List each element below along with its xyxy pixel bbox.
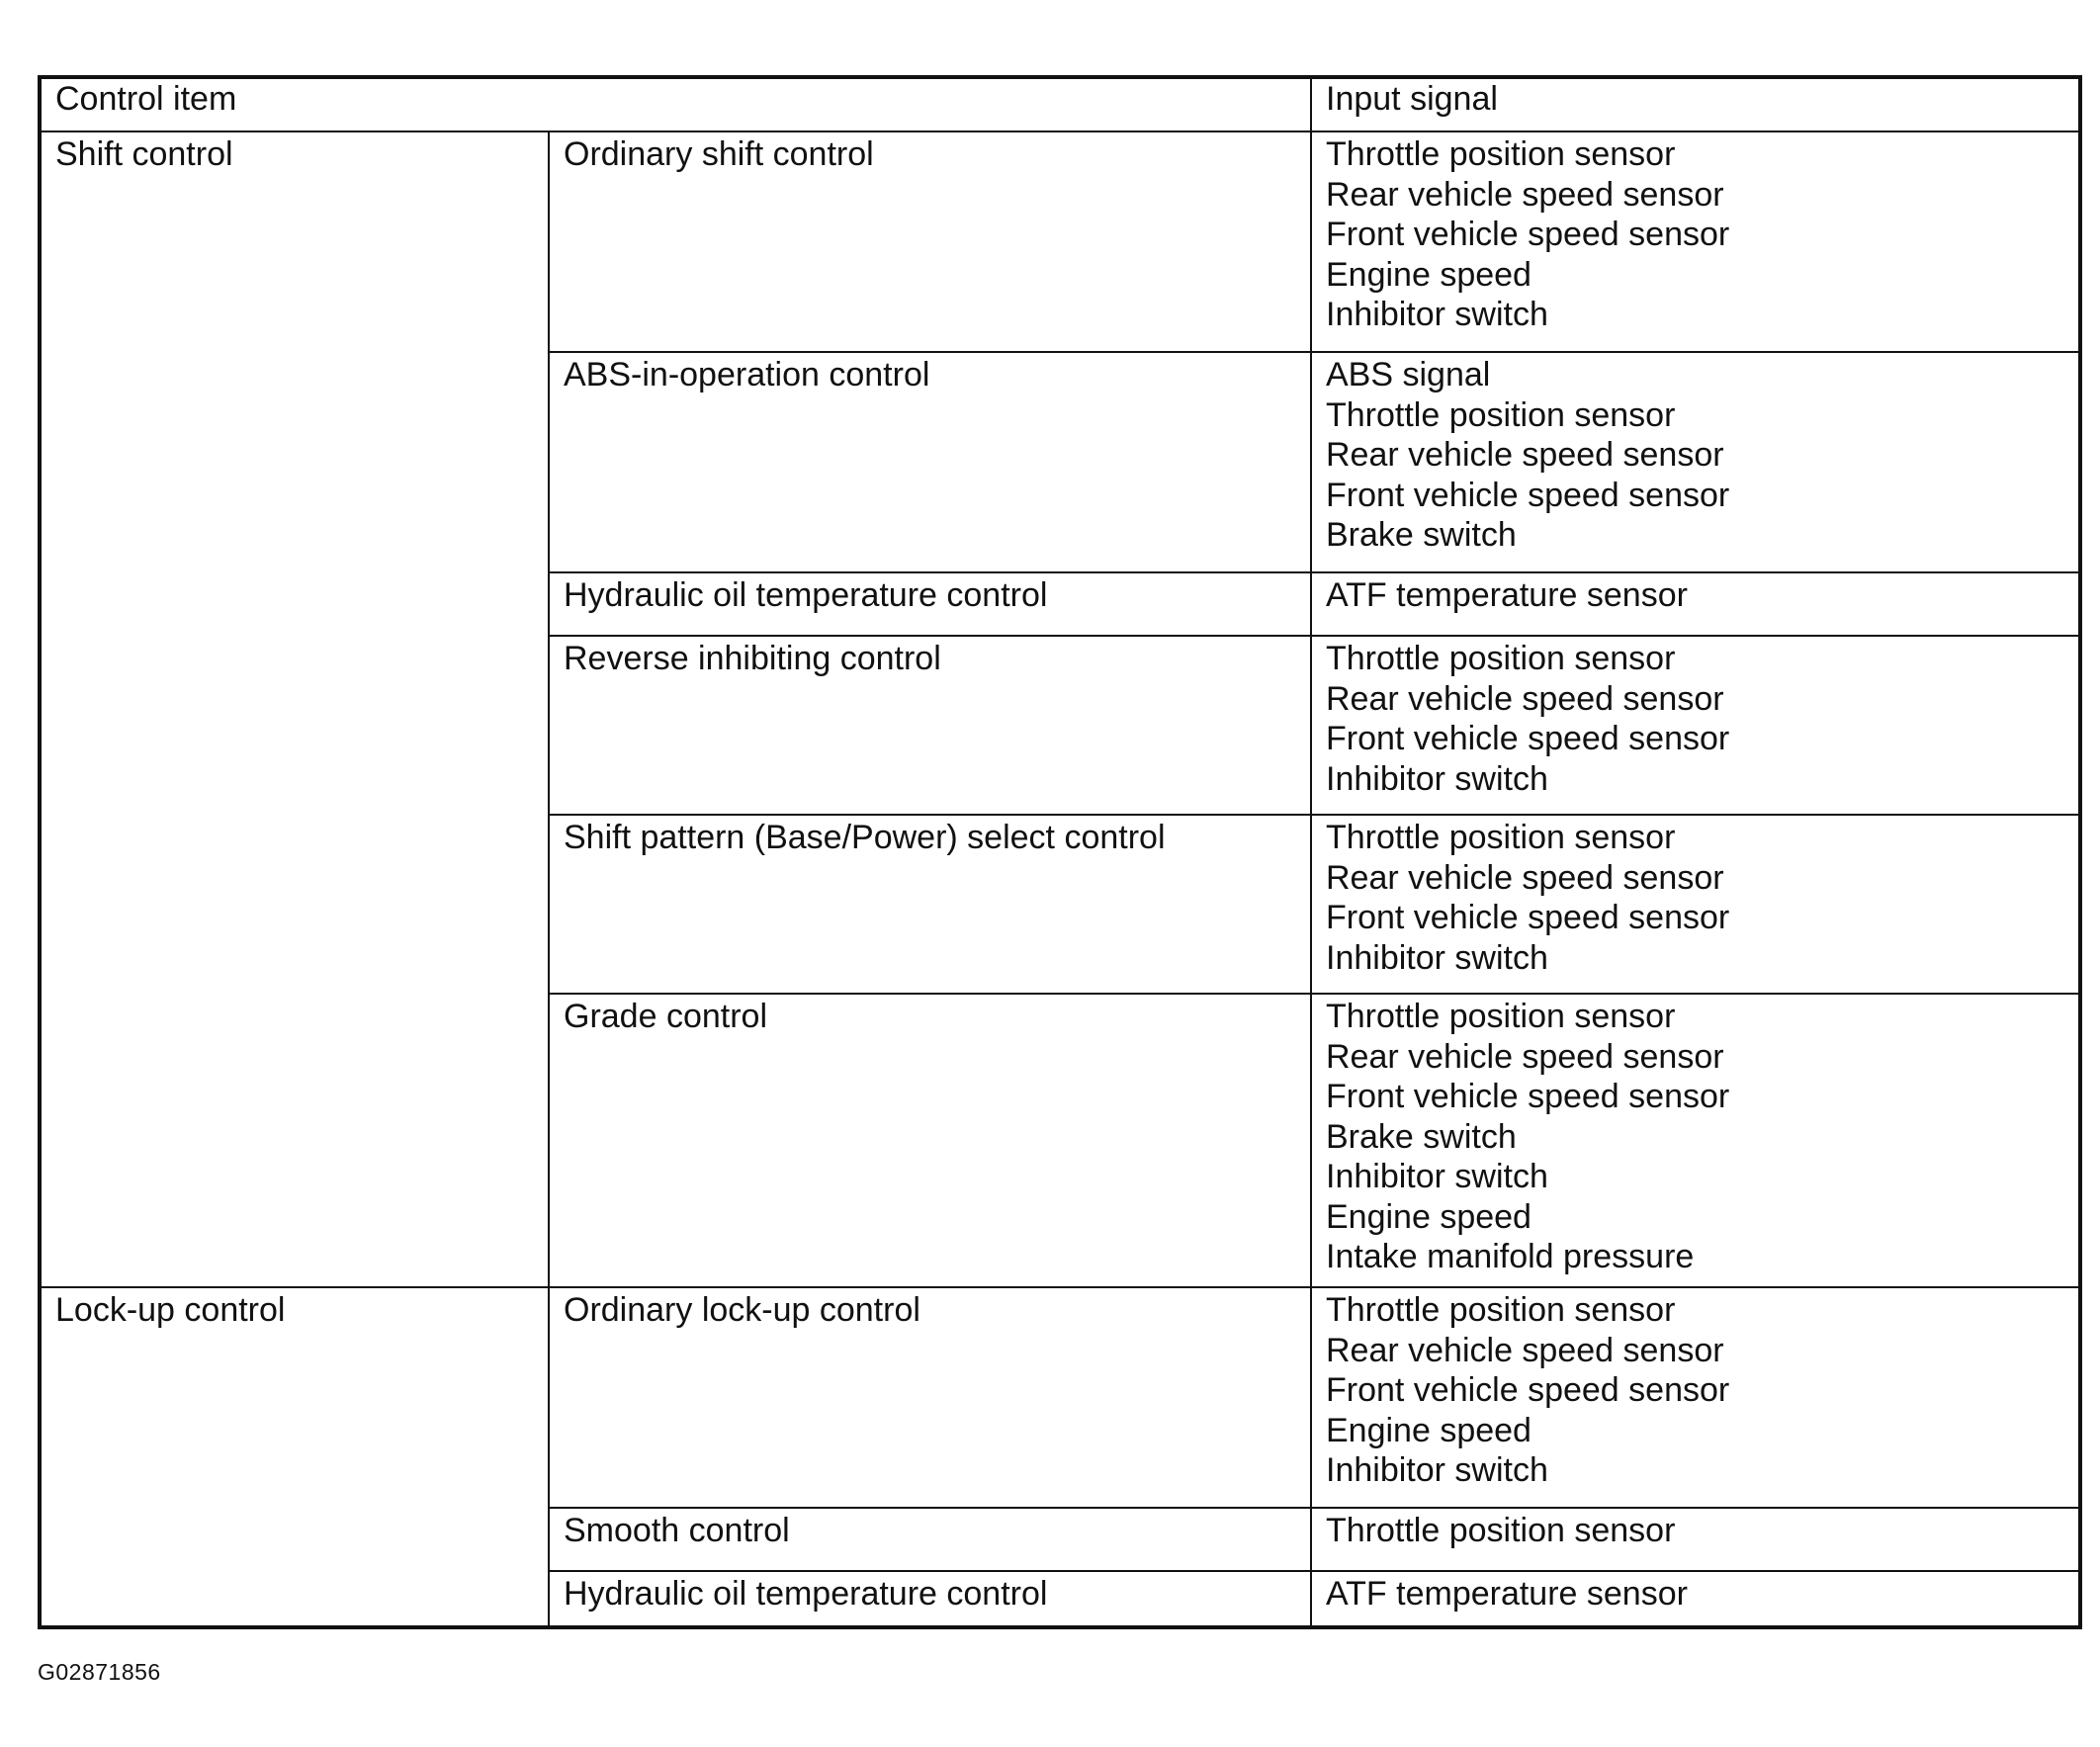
input-signal-line: Engine speed [1326, 1411, 1531, 1449]
input-signal-cell [1311, 131, 2080, 352]
input-signal-line: ATF temperature sensor [1326, 1575, 1688, 1613]
header-input-signal: Input signal [1311, 77, 2080, 131]
input-signal-line: Front vehicle speed sensor [1326, 1078, 1730, 1115]
input-signal-line: Front vehicle speed sensor [1326, 720, 1730, 757]
input-signal-line: Inhibitor switch [1326, 1451, 1548, 1489]
input-signal-line: Rear vehicle speed sensor [1326, 436, 1724, 474]
control-group-cell: Lock-up control [40, 1287, 549, 1627]
input-signal-line: Front vehicle speed sensor [1326, 216, 1730, 253]
table-row [40, 131, 2080, 352]
header-control-item: Control item [40, 77, 1311, 131]
control-item-cell: Ordinary lock-up control [549, 1287, 1311, 1508]
input-signal-line: ATF temperature sensor [1326, 576, 1688, 614]
input-signal-line: Rear vehicle speed sensor [1326, 679, 1724, 718]
input-signal-line: Throttle position sensor [1326, 998, 1676, 1035]
control-item-cell: Hydraulic oil temperature control [549, 1571, 1311, 1627]
input-signal-line: Inhibitor switch [1326, 296, 1548, 333]
input-signal-line: Throttle position sensor [1326, 640, 1676, 677]
table-row [40, 1287, 2080, 1508]
input-signal-cell [1311, 1508, 2080, 1571]
input-signal-cell [1311, 352, 2080, 572]
input-signal-line: Intake manifold pressure [1326, 1238, 1695, 1275]
control-item-cell: ABS-in-operation control [549, 352, 1311, 572]
input-signal-cell [1311, 1571, 2080, 1627]
control-item-cell: Grade control [549, 994, 1311, 1287]
table-body [40, 77, 2080, 1627]
input-signal-line: Rear vehicle speed sensor [1326, 175, 1724, 214]
input-signal-line: Inhibitor switch [1326, 1158, 1548, 1195]
control-item-cell: Reverse inhibiting control [549, 636, 1311, 815]
control-input-table [38, 75, 2082, 1629]
input-signal-line: Throttle position sensor [1326, 1512, 1676, 1549]
figure-id: G02871856 [38, 1659, 161, 1685]
input-signal-cell [1311, 572, 2080, 636]
input-signal-line: Inhibitor switch [1326, 938, 1548, 977]
input-signal-line: Rear vehicle speed sensor [1326, 1037, 1724, 1076]
input-signal-line: ABS signal [1326, 356, 1491, 393]
input-signal-line: Engine speed [1326, 255, 1531, 294]
input-signal-line: Front vehicle speed sensor [1326, 1371, 1730, 1409]
input-signal-line: Front vehicle speed sensor [1326, 899, 1730, 936]
input-signal-line: Throttle position sensor [1326, 395, 1676, 434]
input-signal-line: Throttle position sensor [1326, 819, 1676, 856]
control-item-cell: Shift pattern (Base/Power) select control [549, 815, 1311, 994]
input-signal-line: Inhibitor switch [1326, 759, 1548, 798]
input-signal-cell [1311, 636, 2080, 815]
input-signal-line: Throttle position sensor [1326, 135, 1676, 173]
control-item-cell: Ordinary shift control [549, 131, 1311, 352]
input-signal-line: Rear vehicle speed sensor [1326, 1331, 1724, 1369]
input-signal-cell [1311, 815, 2080, 994]
input-signal-cell [1311, 1287, 2080, 1508]
input-signal-line: Brake switch [1326, 516, 1517, 554]
input-signal-line: Engine speed [1326, 1197, 1531, 1236]
control-group-cell: Shift control [40, 131, 549, 1287]
control-table-container [38, 75, 2078, 1629]
input-signal-line: Front vehicle speed sensor [1326, 476, 1730, 514]
input-signal-cell [1311, 994, 2080, 1287]
control-item-cell: Smooth control [549, 1508, 1311, 1571]
input-signal-line: Throttle position sensor [1326, 1291, 1676, 1329]
control-item-cell: Hydraulic oil temperature control [549, 572, 1311, 636]
table-header-row [40, 77, 2080, 131]
input-signal-line: Rear vehicle speed sensor [1326, 858, 1724, 897]
input-signal-line: Brake switch [1326, 1117, 1517, 1156]
